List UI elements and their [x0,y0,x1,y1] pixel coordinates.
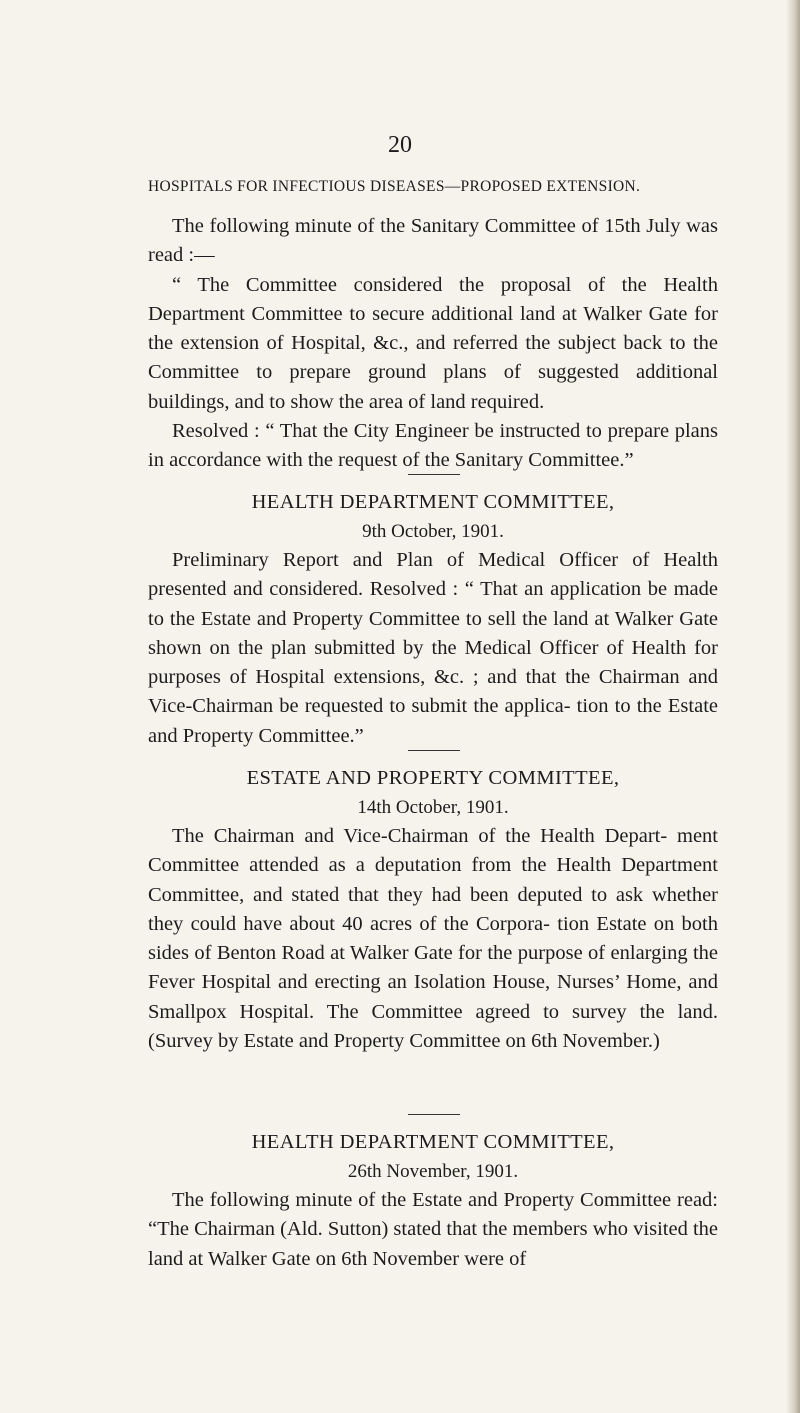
sanitary-minute [148,212,718,476]
estate-committee-minute [148,822,718,1056]
running-head: HOSPITALS FOR INFECTIOUS DISEASES—PROPOSED EXTENSION. [148,178,641,195]
sanitary-resolved: Resolved : “ That the City Engineer be instructed to prepare plans in accordance with the request of the Sanitary Committee.” [148,420,718,472]
health-committee-minute-1 [148,546,718,751]
health-committee-heading-1: HEALTH DEPARTMENT COMMITTEE, [251,491,615,513]
section-divider [408,474,460,475]
health-committee-text-2: The following minute of the Estate and Property Committee read: “The Chairman (Ald. Sutton) stated that the members who visited the land at Walker Gate on 6th November were of [148,1189,718,1270]
sanitary-quote: “ The Committee considered the proposal of the Health Department Committee to secure additional land at Walker Gate for the extension of Hospital, &c., and referred the subject back to the Committee to prepare ground plans of suggested additional buildings, and to show the area of land required. [148,273,718,413]
estate-committee-heading: ESTATE AND PROPERTY COMMITTEE, [246,767,620,789]
health-committee-date-2: 26th November, 1901. [347,1161,519,1182]
sanitary-intro: The following minute of the Sanitary Committee of 15th July was read :— [148,215,718,267]
estate-committee-text: The Chairman and Vice-Chairman of the Health Depart- ment Committee attended as a deputation from the Health Department Committee, and stated that they had been deputed to ask whether they could have about 40 acres of the Corpora- tion Estate on both sides of Benton Road at Walker Gate for the purpose of enlarging the Fever Hospital and erecting an Isolation House, Nurses’ Home, and Smallpox Hospital. The Committee agreed to survey the land. (Survey by Estate and Property Committee on 6th November.) [148,825,718,1053]
health-committee-minute-2 [148,1186,718,1274]
health-committee-heading-2: HEALTH DEPARTMENT COMMITTEE, [251,1131,615,1153]
page-number: 20 [388,132,412,158]
estate-committee-date: 14th October, 1901. [357,797,509,818]
section-divider [408,750,460,751]
health-committee-text-1: Preliminary Report and Plan of Medical Officer of Health presented and considered. Resolved : “ That an application be made to the Estate and Property Committee to sell the land at Walker Gate shown on the plan submitted by the Medical Officer of Health for purposes of Hospital extensions, &c. ; and that the Chairman and Vice-Chairman be requested to submit the applica- tion to the Estate and Property Committee.” [148,549,718,747]
section-divider [408,1114,460,1115]
page-edge-shadow [786,0,800,1413]
health-committee-date-1: 9th October, 1901. [362,521,504,542]
